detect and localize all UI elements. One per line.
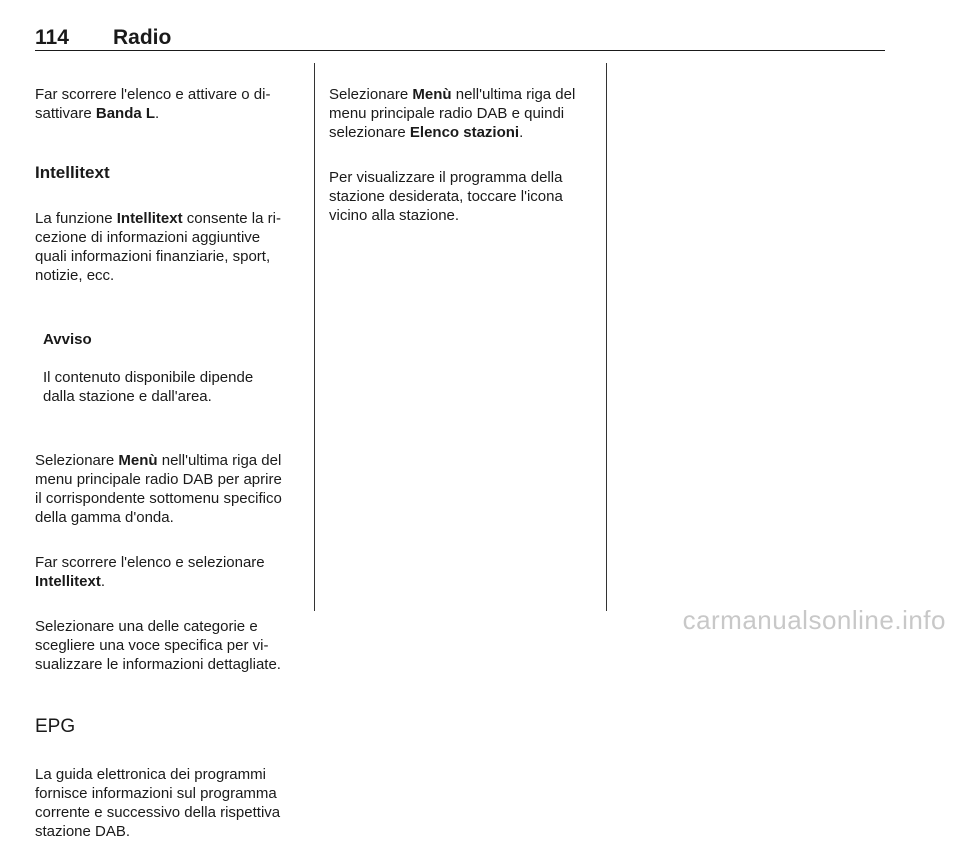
note-box	[43, 311, 307, 425]
epg-paragraph: La guida elettronica dei programmi fornisce informazioni sul programma corrente e successivo della rispettiva stazione DAB.	[35, 766, 281, 840]
column-divider-2	[606, 63, 607, 611]
scroll-paragraph: Far scorrere l'elenco e selezionare Intellitext.	[35, 554, 265, 590]
middle-column	[329, 66, 601, 251]
chapter-title: Radio	[113, 26, 172, 49]
station-list-paragraph: Selezionare Menù nell'ultima riga del menu principale radio DAB e quindi selezionare Elenco stazioni.	[329, 86, 576, 141]
header-divider	[35, 50, 885, 51]
epg-heading: EPG	[35, 716, 76, 737]
view-program-paragraph: Per visualizzare il programma della stazione desiderata, toccare l'icona vicino alla stazione.	[329, 169, 563, 224]
note-text: Il contenuto disponibile dipende dalla stazione e dall'area.	[43, 369, 254, 405]
intro-paragraph: Far scorrere l'elenco e attivare o di- sattivare Banda L.	[35, 86, 271, 122]
category-paragraph: Selezionare una delle categorie e scegliere una voce specifica per vi- sualizzare le informazioni dettagliate.	[35, 618, 281, 673]
page-number: 114	[35, 26, 69, 49]
note-title: Avviso	[43, 331, 92, 348]
intellitext-heading: Intellitext	[35, 163, 110, 182]
intellitext-paragraph: La funzione Intellitext consente la ri- cezione di informazioni aggiuntive quali informazioni finanziarie, sport, notizie, ecc.	[35, 210, 281, 284]
watermark: carmanualsonline.info	[682, 605, 946, 635]
left-column	[35, 66, 307, 867]
menu-paragraph: Selezionare Menù nell'ultima riga del menu principale radio DAB per aprire il corrispondente sottomenu specifico della gamma d'onda.	[35, 452, 282, 526]
column-divider-1	[314, 63, 315, 611]
page-header	[35, 26, 885, 50]
